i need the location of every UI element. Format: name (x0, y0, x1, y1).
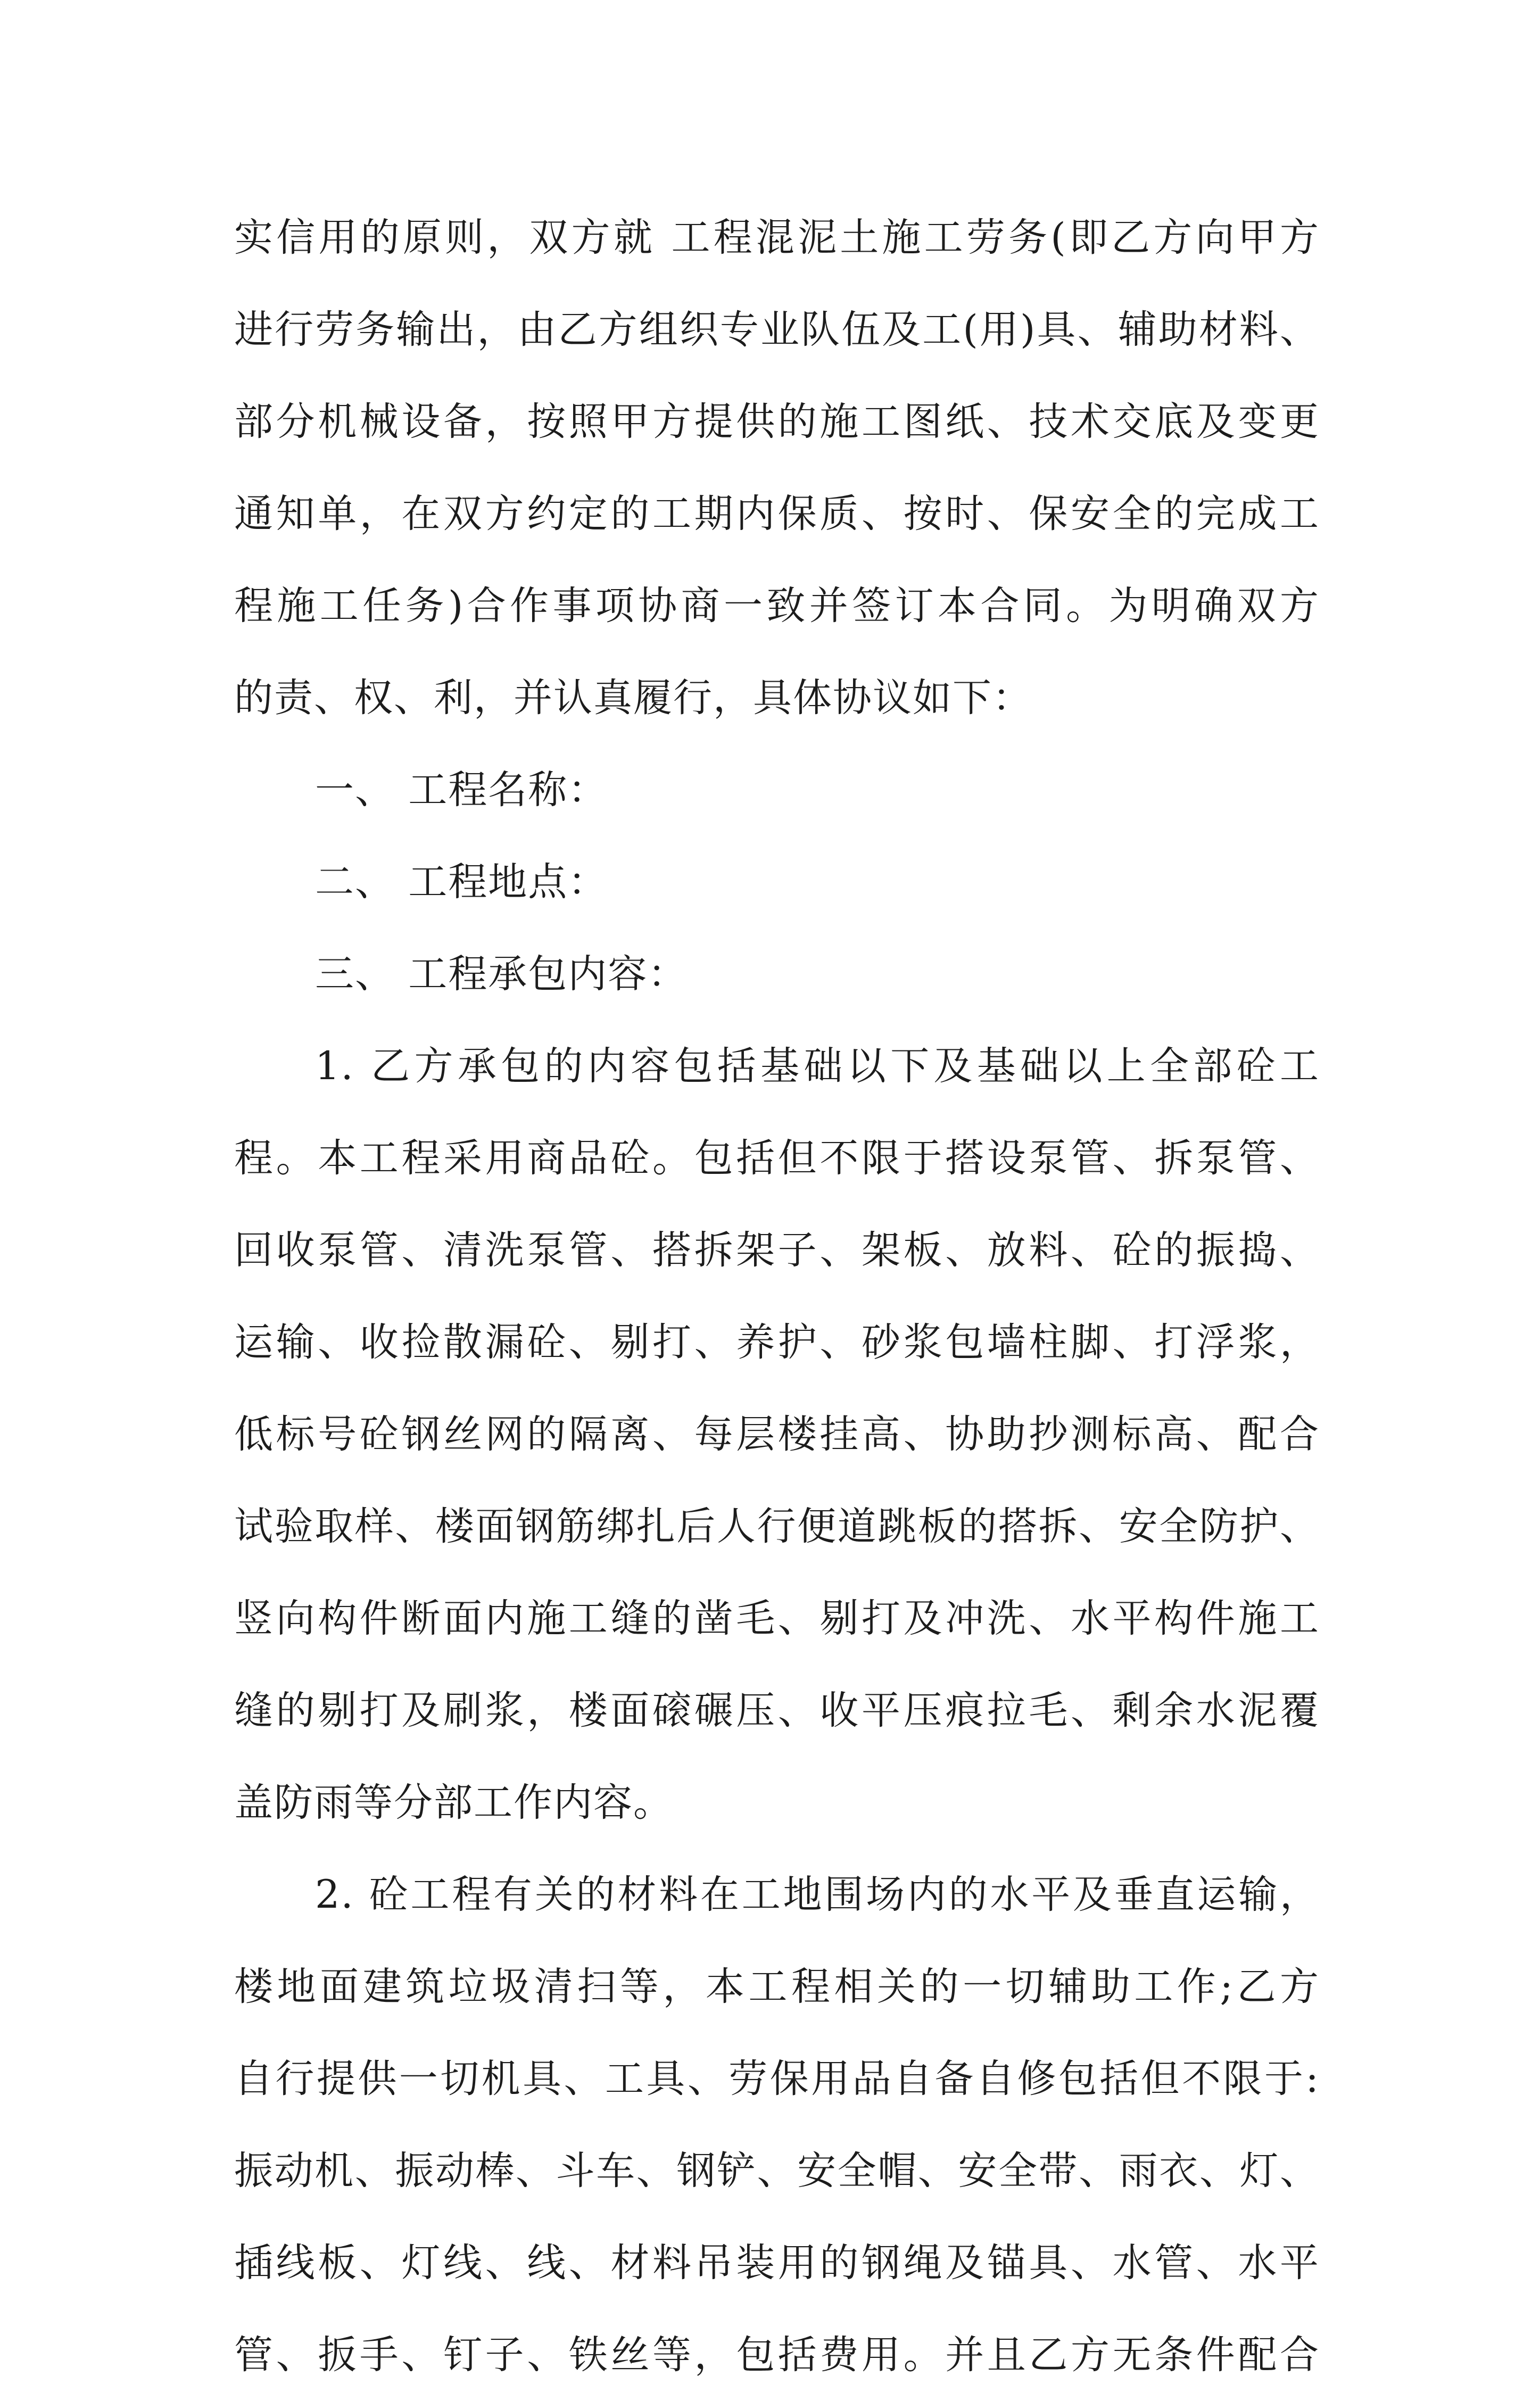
text-line: 管、扳手、钉子、铁丝等，包括费用。并且乙方无条件配合 (234, 2332, 1320, 2378)
section-heading-contract-scope: 三、 工程承包内容： (315, 951, 688, 997)
text-line: 1. 乙方承包的内容包括基础以下及基础以上全部砼工 (315, 1044, 1320, 1089)
section-heading-project-name: 一、 工程名称： (315, 767, 608, 813)
text-line: 进行劳务输出，由乙方组织专业队伍及工(用)具、辅助材料、 (234, 307, 1320, 352)
text-line: 缝的剔打及刷浆，楼面磙碾压、收平压痕拉毛、剩余水泥覆 (234, 1688, 1320, 1733)
text-line: 自行提供一切机具、工具、劳保用品自备自修包括但不限于: (234, 2056, 1320, 2101)
text-line: 盖防雨等分部工作内容。 (234, 1780, 673, 1825)
contract-body-text (234, 192, 1320, 2401)
text-line: 楼地面建筑垃圾清扫等，本工程相关的一切辅助工作;乙方 (234, 1964, 1320, 2009)
section-heading-project-location: 二、 工程地点： (315, 859, 608, 905)
text-line: 低标号砼钢丝网的隔离、每层楼挂高、协助抄测标高、配合 (234, 1412, 1320, 1457)
text-line: 回收泵管、清洗泵管、搭拆架子、架板、放料、砼的振捣、 (234, 1228, 1320, 1273)
text-line: 试验取样、楼面钢筋绑扎后人行便道跳板的搭拆、安全防护、 (234, 1504, 1320, 1549)
text-line: 插线板、灯线、线、材料吊装用的钢绳及锚具、水管、水平 (234, 2240, 1320, 2286)
text-line: 运输、收捡散漏砼、剔打、养护、砂浆包墙柱脚、打浮浆， (234, 1320, 1320, 1365)
text-line: 竖向构件断面内施工缝的凿毛、剔打及冲洗、水平构件施工 (234, 1596, 1320, 1641)
text-line: 振动机、振动棒、斗车、钢铲、安全帽、安全带、雨衣、灯、 (234, 2148, 1320, 2193)
text-line: 程。本工程采用商品砼。包括但不限于搭设泵管、拆泵管、 (234, 1136, 1320, 1181)
text-line: 部分机械设备，按照甲方提供的施工图纸、技术交底及变更 (234, 399, 1320, 444)
text-line: 程施工任务)合作事项协商一致并签订本合同。为明确双方 (234, 583, 1320, 628)
text-line: 通知单，在双方约定的工期内保质、按时、保安全的完成工 (234, 491, 1320, 536)
text-line: 的责、权、利，并认真履行，具体协议如下： (234, 675, 1032, 721)
text-line: 实信用的原则，双方就 工程混泥土施工劳务(即乙方向甲方 (234, 215, 1320, 260)
text-line: 2. 砼工程有关的材料在工地围场内的水平及垂直运输， (315, 1872, 1320, 1917)
